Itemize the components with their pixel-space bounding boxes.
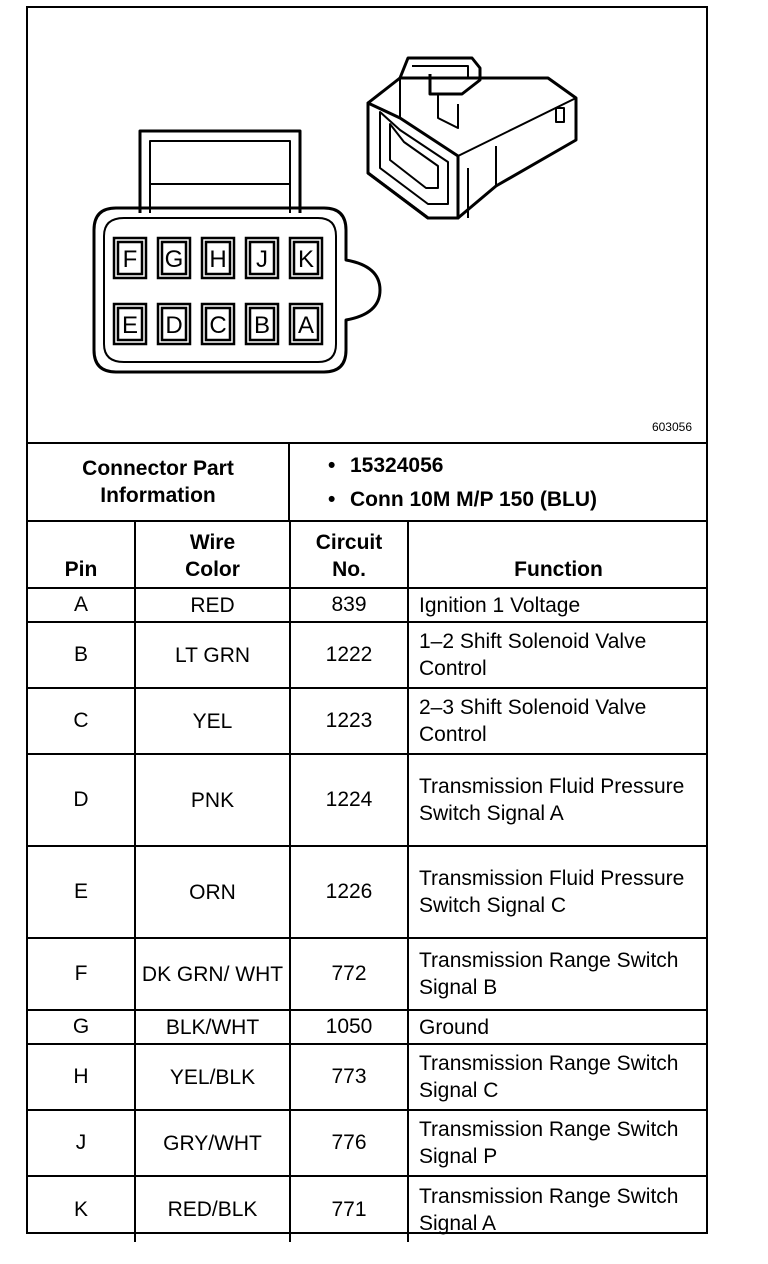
- pin-cavities: [114, 238, 322, 344]
- part-number: 15324056: [350, 454, 444, 477]
- pin-label: E: [121, 312, 139, 339]
- pin-label: G: [164, 246, 184, 273]
- connector-description-row: [328, 488, 597, 512]
- cell-function: Transmission Fluid Pressure Switch Signal C: [408, 846, 708, 938]
- table-row: [28, 688, 708, 754]
- cell-function: Transmission Range Switch Signal B: [408, 938, 708, 1010]
- cell-pin: A: [28, 588, 135, 622]
- table-row: [28, 754, 708, 846]
- cell-pin: H: [28, 1044, 135, 1110]
- pin-cavity-k: [290, 238, 322, 278]
- cell-wire-color: YEL: [135, 688, 290, 754]
- cell-circuit: 773: [290, 1044, 408, 1110]
- pin-label: B: [253, 312, 271, 339]
- part-number-row: [328, 454, 443, 478]
- cell-function: Transmission Range Switch Signal C: [408, 1044, 708, 1110]
- table-row: [28, 588, 708, 622]
- pin-cavity-c: [202, 304, 234, 344]
- cell-pin: G: [28, 1010, 135, 1044]
- pinout-table: [28, 520, 708, 1242]
- cell-wire-color: PNK: [135, 754, 290, 846]
- table-row: [28, 846, 708, 938]
- cell-function: 1–2 Shift Solenoid Valve Control: [408, 622, 708, 688]
- connector-info-label: Connector Part Information: [82, 457, 234, 507]
- header-function: Function: [408, 520, 708, 588]
- cell-function: 2–3 Shift Solenoid Valve Control: [408, 688, 708, 754]
- pin-label: C: [209, 312, 227, 339]
- cell-wire-color: GRY/WHT: [135, 1110, 290, 1176]
- table-row: [28, 622, 708, 688]
- header-wire-color: Wire Color: [135, 520, 290, 588]
- header-circuit: Circuit No.: [290, 520, 408, 588]
- connector-body: [94, 208, 380, 372]
- connector-housing-iso: [368, 58, 576, 218]
- cell-pin: F: [28, 938, 135, 1010]
- table-header-row: [28, 520, 708, 588]
- cell-pin: K: [28, 1176, 135, 1242]
- pin-cavity-f: [114, 238, 146, 278]
- bullet-icon: •: [328, 454, 336, 477]
- cell-function: Ground: [408, 1010, 708, 1044]
- cell-wire-color: LT GRN: [135, 622, 290, 688]
- pin-label: F: [122, 246, 138, 273]
- pin-label: J: [256, 246, 268, 273]
- cell-pin: D: [28, 754, 135, 846]
- pin-cavity-a: [290, 304, 322, 344]
- cell-circuit: 1226: [290, 846, 408, 938]
- document-frame: [26, 6, 708, 1234]
- cell-circuit: 1224: [290, 754, 408, 846]
- cell-wire-color: RED: [135, 588, 290, 622]
- cell-circuit: 1223: [290, 688, 408, 754]
- cell-circuit: 772: [290, 938, 408, 1010]
- connector-figure: [28, 8, 706, 442]
- pin-cavity-b: [246, 304, 278, 344]
- cell-circuit: 771: [290, 1176, 408, 1242]
- table-row: [28, 938, 708, 1010]
- latch-inner: [150, 141, 290, 213]
- cell-function: Ignition 1 Voltage: [408, 588, 708, 622]
- pinout-rows: [28, 588, 708, 1242]
- cell-pin: C: [28, 688, 135, 754]
- connector-info: [28, 442, 706, 522]
- pin-label: D: [165, 312, 183, 339]
- cell-function: Transmission Fluid Pressure Switch Signal A: [408, 754, 708, 846]
- cell-circuit: 776: [290, 1110, 408, 1176]
- pin-cavity-h: [202, 238, 234, 278]
- figure-code: 603056: [651, 420, 692, 434]
- connector-drawing: [28, 8, 706, 442]
- cell-wire-color: RED/BLK: [135, 1176, 290, 1242]
- cell-circuit: 1050: [290, 1010, 408, 1044]
- cell-wire-color: YEL/BLK: [135, 1044, 290, 1110]
- pin-label: A: [297, 312, 315, 339]
- connector-info-label-cell: [28, 444, 290, 520]
- table-row: [28, 1176, 708, 1242]
- cell-function: Transmission Range Switch Signal A: [408, 1176, 708, 1242]
- cell-circuit: 839: [290, 588, 408, 622]
- pin-label: H: [209, 246, 227, 273]
- cell-circuit: 1222: [290, 622, 408, 688]
- table-row: [28, 1110, 708, 1176]
- cell-pin: J: [28, 1110, 135, 1176]
- pin-label: K: [297, 246, 315, 273]
- cell-wire-color: DK GRN/ WHT: [135, 938, 290, 1010]
- cell-wire-color: BLK/WHT: [135, 1010, 290, 1044]
- pin-cavity-d: [158, 304, 190, 344]
- cell-pin: E: [28, 846, 135, 938]
- pin-cavity-e: [114, 304, 146, 344]
- table-row: [28, 1044, 708, 1110]
- header-pin: Pin: [28, 520, 135, 588]
- pin-cavity-j: [246, 238, 278, 278]
- table-row: [28, 1010, 708, 1044]
- latch-outer: [140, 131, 300, 213]
- connector-description: Conn 10M M/P 150 (BLU): [350, 488, 597, 511]
- bullet-icon: •: [328, 488, 336, 511]
- cell-function: Transmission Range Switch Signal P: [408, 1110, 708, 1176]
- connector-info-values: [290, 444, 706, 520]
- cell-pin: B: [28, 622, 135, 688]
- pin-cavity-g: [158, 238, 190, 278]
- cell-wire-color: ORN: [135, 846, 290, 938]
